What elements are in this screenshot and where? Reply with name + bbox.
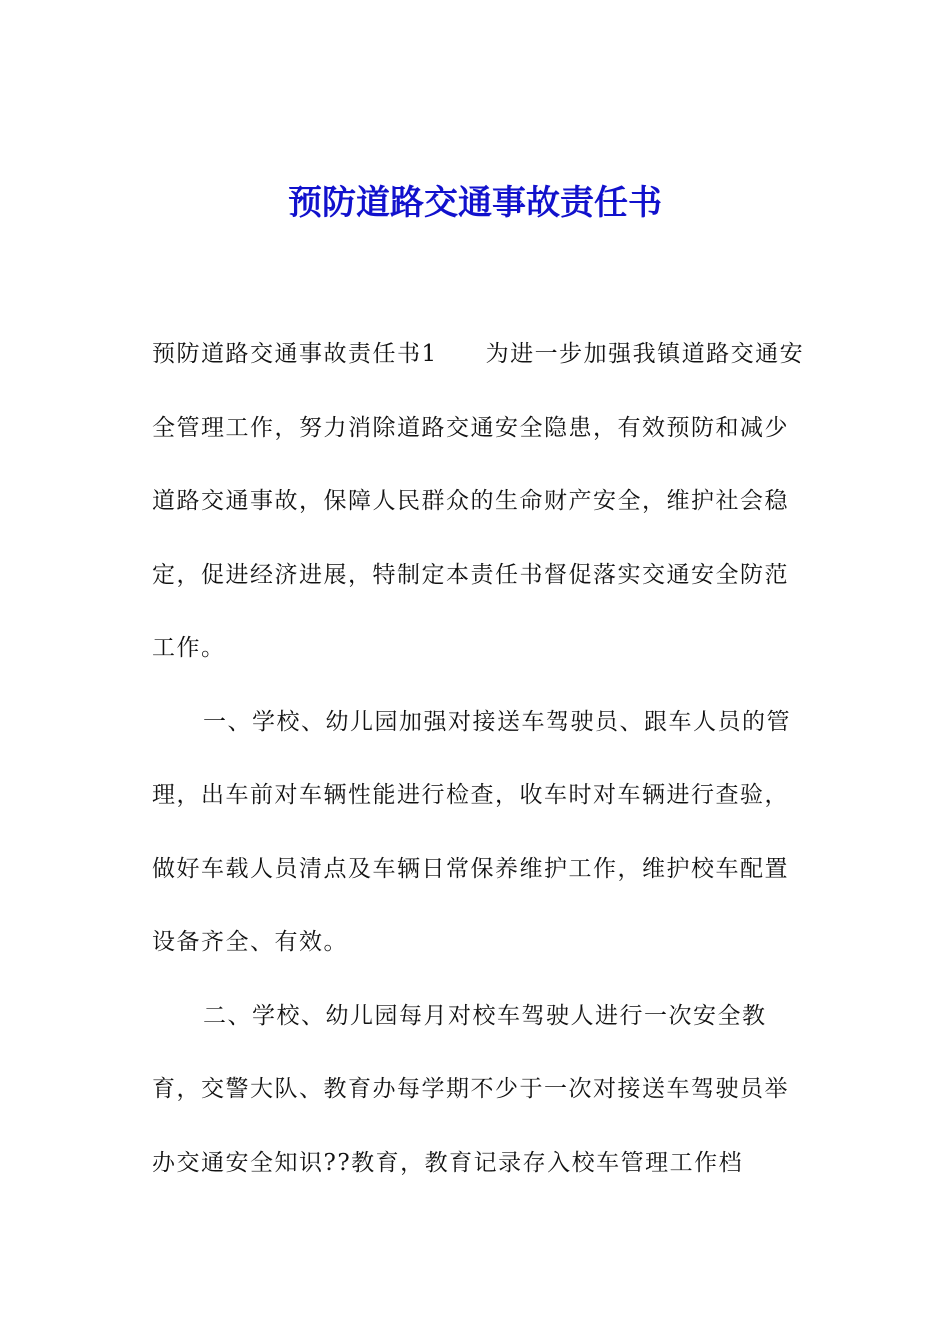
intro-paragraph-text: 为进一步加强我镇道路交通安全管理工作，努力消除道路交通安全隐患，有效预防和减少道路交通事故，保障人民群众的生命财产安全，维护社会稳定，促进经济进展，特制定本责任书督促落实交通安全防范工作。: [152, 341, 805, 661]
intro-heading: 预防道路交通事故责任书1: [152, 341, 438, 367]
paragraph-2: 二、学校、幼儿园每月对校车驾驶人进行一次安全教育，交警大队、教育办每学期不少于一次对接送车驾驶员举办交通安全知识??教育，教育记录存入校车管理工作档: [152, 1002, 789, 1176]
document-title: 预防道路交通事故责任书: [288, 183, 662, 223]
document-body: [152, 318, 812, 1200]
paragraph-1: 一、学校、幼儿园加强对接送车驾驶员、跟车人员的管理，出车前对车辆性能进行检查，收车时对车辆进行查验，做好车载人员清点及车辆日常保养维护工作，维护校车配置设备齐全、有效。: [152, 708, 791, 955]
intro-paragraph: [152, 318, 812, 686]
